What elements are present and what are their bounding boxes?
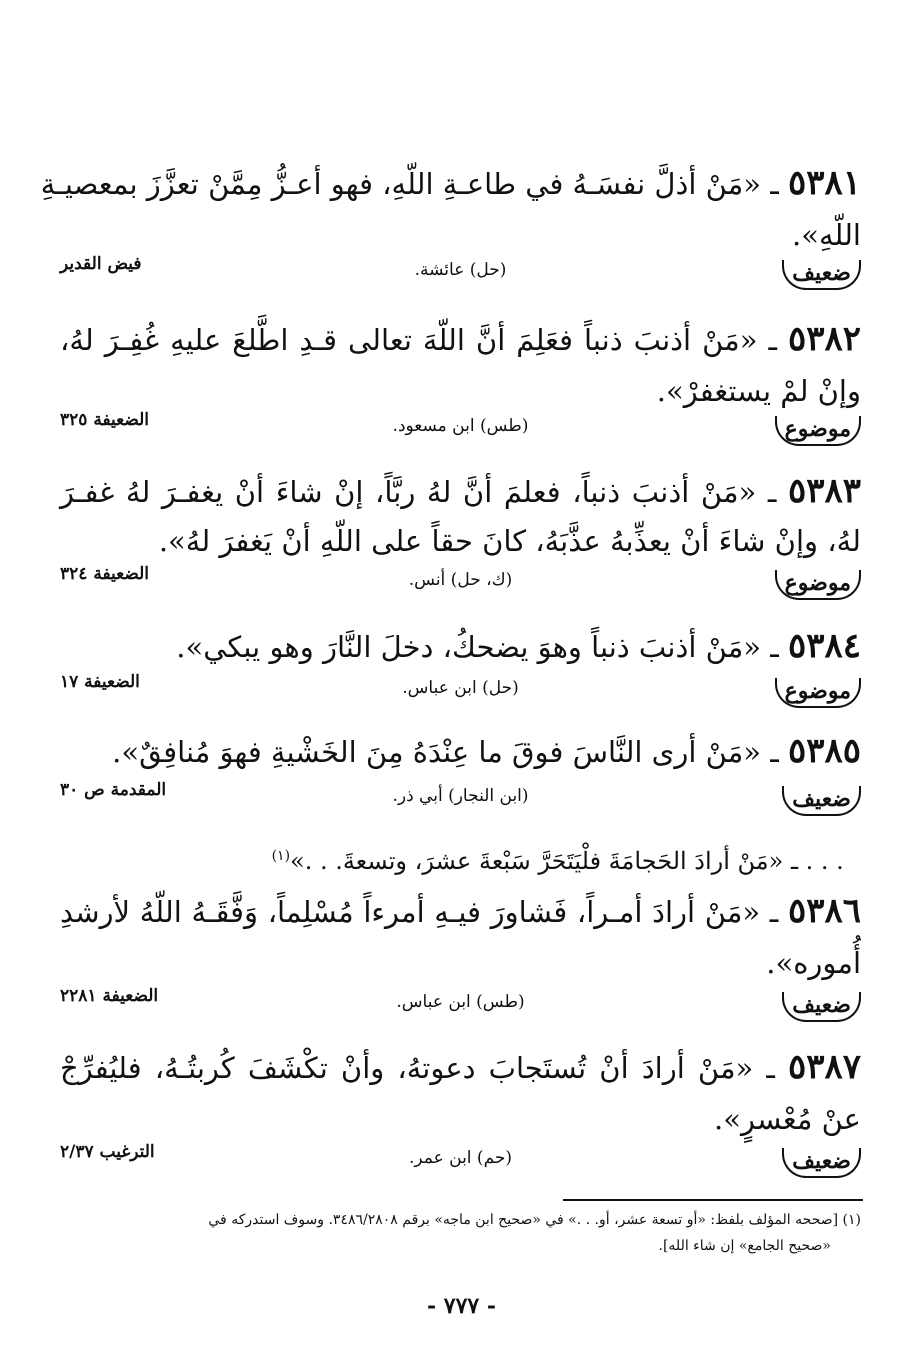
source-row-5384 — [60, 672, 861, 716]
grade-badge: ضعيف — [782, 260, 861, 290]
hadith-5387-line-2: عنْ مُعْسرٍ». — [714, 1102, 861, 1136]
hadith-5383-line-1: ٥٣٨٣ ـ «مَنْ أذنبَ ذنباً، فعلمَ أنَّ لهُ ربَّاً، إنْ شاءَ أنْ يغفـرَ لهُ غفـرَ — [60, 471, 862, 511]
narrator-source: (حم) ابن عمر. — [408, 1148, 513, 1168]
hadith-text: «مَنْ أذلَّ نفسَـهُ في طاعـةِ اللّهِ، فهو أعـزُّ مِمَّنْ تعزَّزَ بمعصيـةِ — [40, 167, 762, 201]
reference-book: الترغيب ٢/٣٧ — [60, 1142, 155, 1162]
hadith-5384-line-1: ٥٣٨٤ ـ «مَنْ أذنبَ ذنباً وهوَ يضحكُ، دخلَ النَّارَ وهو يبكي». — [176, 626, 861, 666]
reference-book: الضعيفة ٣٢٥ — [60, 410, 150, 430]
narrator-source: (ابن النجار) أبي ذر. — [392, 786, 529, 806]
hadith-5386-line-2: أُموره». — [766, 946, 861, 980]
source-row-5386 — [60, 986, 861, 1030]
grade-badge: موضوع — [775, 678, 861, 708]
source-row-5383 — [60, 564, 861, 608]
inserted-hadith-text: «مَنْ أرادَ الحَجامَةَ فلْيَتَحَرَّ سَبْعةَ عشرَ، وتسعةَ. . .» — [290, 847, 784, 875]
grade-badge: ضعيف — [782, 992, 861, 1022]
hadith-number: ٥٣٨٥ — [787, 731, 861, 771]
hadith-number: ٥٣٨١ — [787, 163, 861, 203]
grade-badge: ضعيف — [782, 786, 861, 816]
hadith-number: ٥٣٨٣ — [787, 471, 862, 511]
hadith-5385-line-1: ٥٣٨٥ ـ «مَنْ أرى النَّاسَ فوقَ ما عِنْدَهُ مِنَ الخَشْيةِ فهوَ مُنافِقٌ». — [112, 731, 861, 771]
hadith-5386-line-1: ٥٣٨٦ ـ «مَنْ أرادَ أمـراً، فَشاورَ فيـهِ أمرءاً مُسْلِماً، وَفَّقَـهُ اللّهُ لأرشدِ — [60, 891, 861, 931]
hadith-text: «مَنْ أرادَ أمـراً، فَشاورَ فيـهِ أمرءاً مُسْلِماً، وَفَّقَـهُ اللّهُ لأرشدِ — [60, 895, 761, 929]
reference-book: فيض القدير — [60, 254, 142, 274]
inserted-hadith-line — [60, 836, 861, 881]
narrator-source: (طس) ابن مسعود. — [392, 416, 529, 436]
footnote-line-2: «صحيح الجامع» إن شاء الله]. — [658, 1238, 831, 1254]
hadith-text: «مَنْ أذنبَ ذنباً وهوَ يضحكُ، دخلَ النَّارَ وهو يبكي». — [176, 630, 762, 664]
reference-book: المقدمة ص ٣٠ — [60, 780, 167, 800]
hadith-text: «مَنْ أذنبَ ذنباً، فعلمَ أنَّ لهُ ربَّاً، إنْ شاءَ أنْ يغفـرَ لهُ غفـرَ — [60, 475, 757, 509]
hadith-5387-line-1: ٥٣٨٧ ـ «مَنْ أرادَ أنْ تُستَجابَ دعوتهُ، وأنْ تكْشَفَ كُربتُـهُ، فليُفرِّجْ — [60, 1047, 862, 1087]
hadith-5381-line-1: ٥٣٨١ ـ «مَنْ أذلَّ نفسَـهُ في طاعـةِ اللّهِ، فهو أعـزُّ مِمَّنْ تعزَّزَ بمعصيـةِ — [40, 163, 861, 203]
reference-book: الضعيفة ٢٢٨١ — [60, 986, 159, 1006]
reference-book: الضعيفة ١٧ — [60, 672, 140, 692]
narrator-source: (ك، حل) أنس. — [408, 570, 513, 590]
hadith-text: «مَنْ أرادَ أنْ تُستَجابَ دعوتهُ، وأنْ تكْشَفَ كُربتُـهُ، فليُفرِّجْ — [60, 1051, 754, 1085]
grade-badge: موضوع — [775, 416, 861, 446]
source-row-5385 — [60, 780, 861, 824]
reference-book: الضعيفة ٣٢٤ — [60, 564, 150, 584]
narrator-source: (طس) ابن عباس. — [396, 992, 525, 1012]
grade-badge: موضوع — [775, 570, 861, 600]
omission-marker: . . . ـ — [791, 847, 844, 875]
hadith-number: ٥٣٨٤ — [787, 626, 861, 666]
hadith-5382-line-2: وإنْ لمْ يستغفرْ». — [656, 374, 861, 408]
hadith-5381-line-2: اللّهِ». — [791, 218, 861, 252]
source-row-5382 — [60, 410, 861, 454]
hadith-5382-line-1: ٥٣٨٢ ـ «مَنْ أذنبَ ذنباً فعَلِمَ أنَّ اللّهَ تعالى قـدِ اطَّلعَ عليهِ غُفِـرَ لهُ، — [60, 319, 862, 359]
source-row-5387 — [60, 1142, 861, 1186]
page-number: - ٧٧٧ - — [426, 1293, 497, 1319]
source-row-5381 — [60, 254, 861, 298]
grade-badge: ضعيف — [782, 1148, 861, 1178]
hadith-text: «مَنْ أذنبَ ذنباً فعَلِمَ أنَّ اللّهَ تعالى قـدِ اطَّلعَ عليهِ غُفِـرَ لهُ، — [60, 323, 758, 357]
footnote-divider — [563, 1199, 863, 1201]
hadith-number: ٥٣٨٦ — [787, 891, 861, 931]
hadith-text: «مَنْ أرى النَّاسَ فوقَ ما عِنْدَهُ مِنَ الخَشْيةِ فهوَ مُنافِقٌ». — [112, 735, 762, 769]
hadith-number: ٥٣٨٧ — [787, 1047, 862, 1087]
narrator-source: (حل) عائشة. — [414, 260, 507, 280]
narrator-source: (حل) ابن عباس. — [402, 678, 519, 698]
footnote-line-1: (١) [صححه المؤلف بلفظ: «أو تسعة عشر، أو. . .» في «صحيح ابن ماجه» برقم ٣٤٨٦/٢٨٠٨. وسوف استدركه في — [208, 1212, 861, 1228]
footnote-reference[interactable]: (١) — [271, 848, 291, 864]
hadith-5383-line-2: لهُ، وإنْ شاءَ أنْ يعذِّبهُ عذَّبَهُ، كانَ حقاً على اللّهِ أنْ يَغفرَ لهُ». — [158, 524, 861, 558]
hadith-number: ٥٣٨٢ — [787, 319, 862, 359]
